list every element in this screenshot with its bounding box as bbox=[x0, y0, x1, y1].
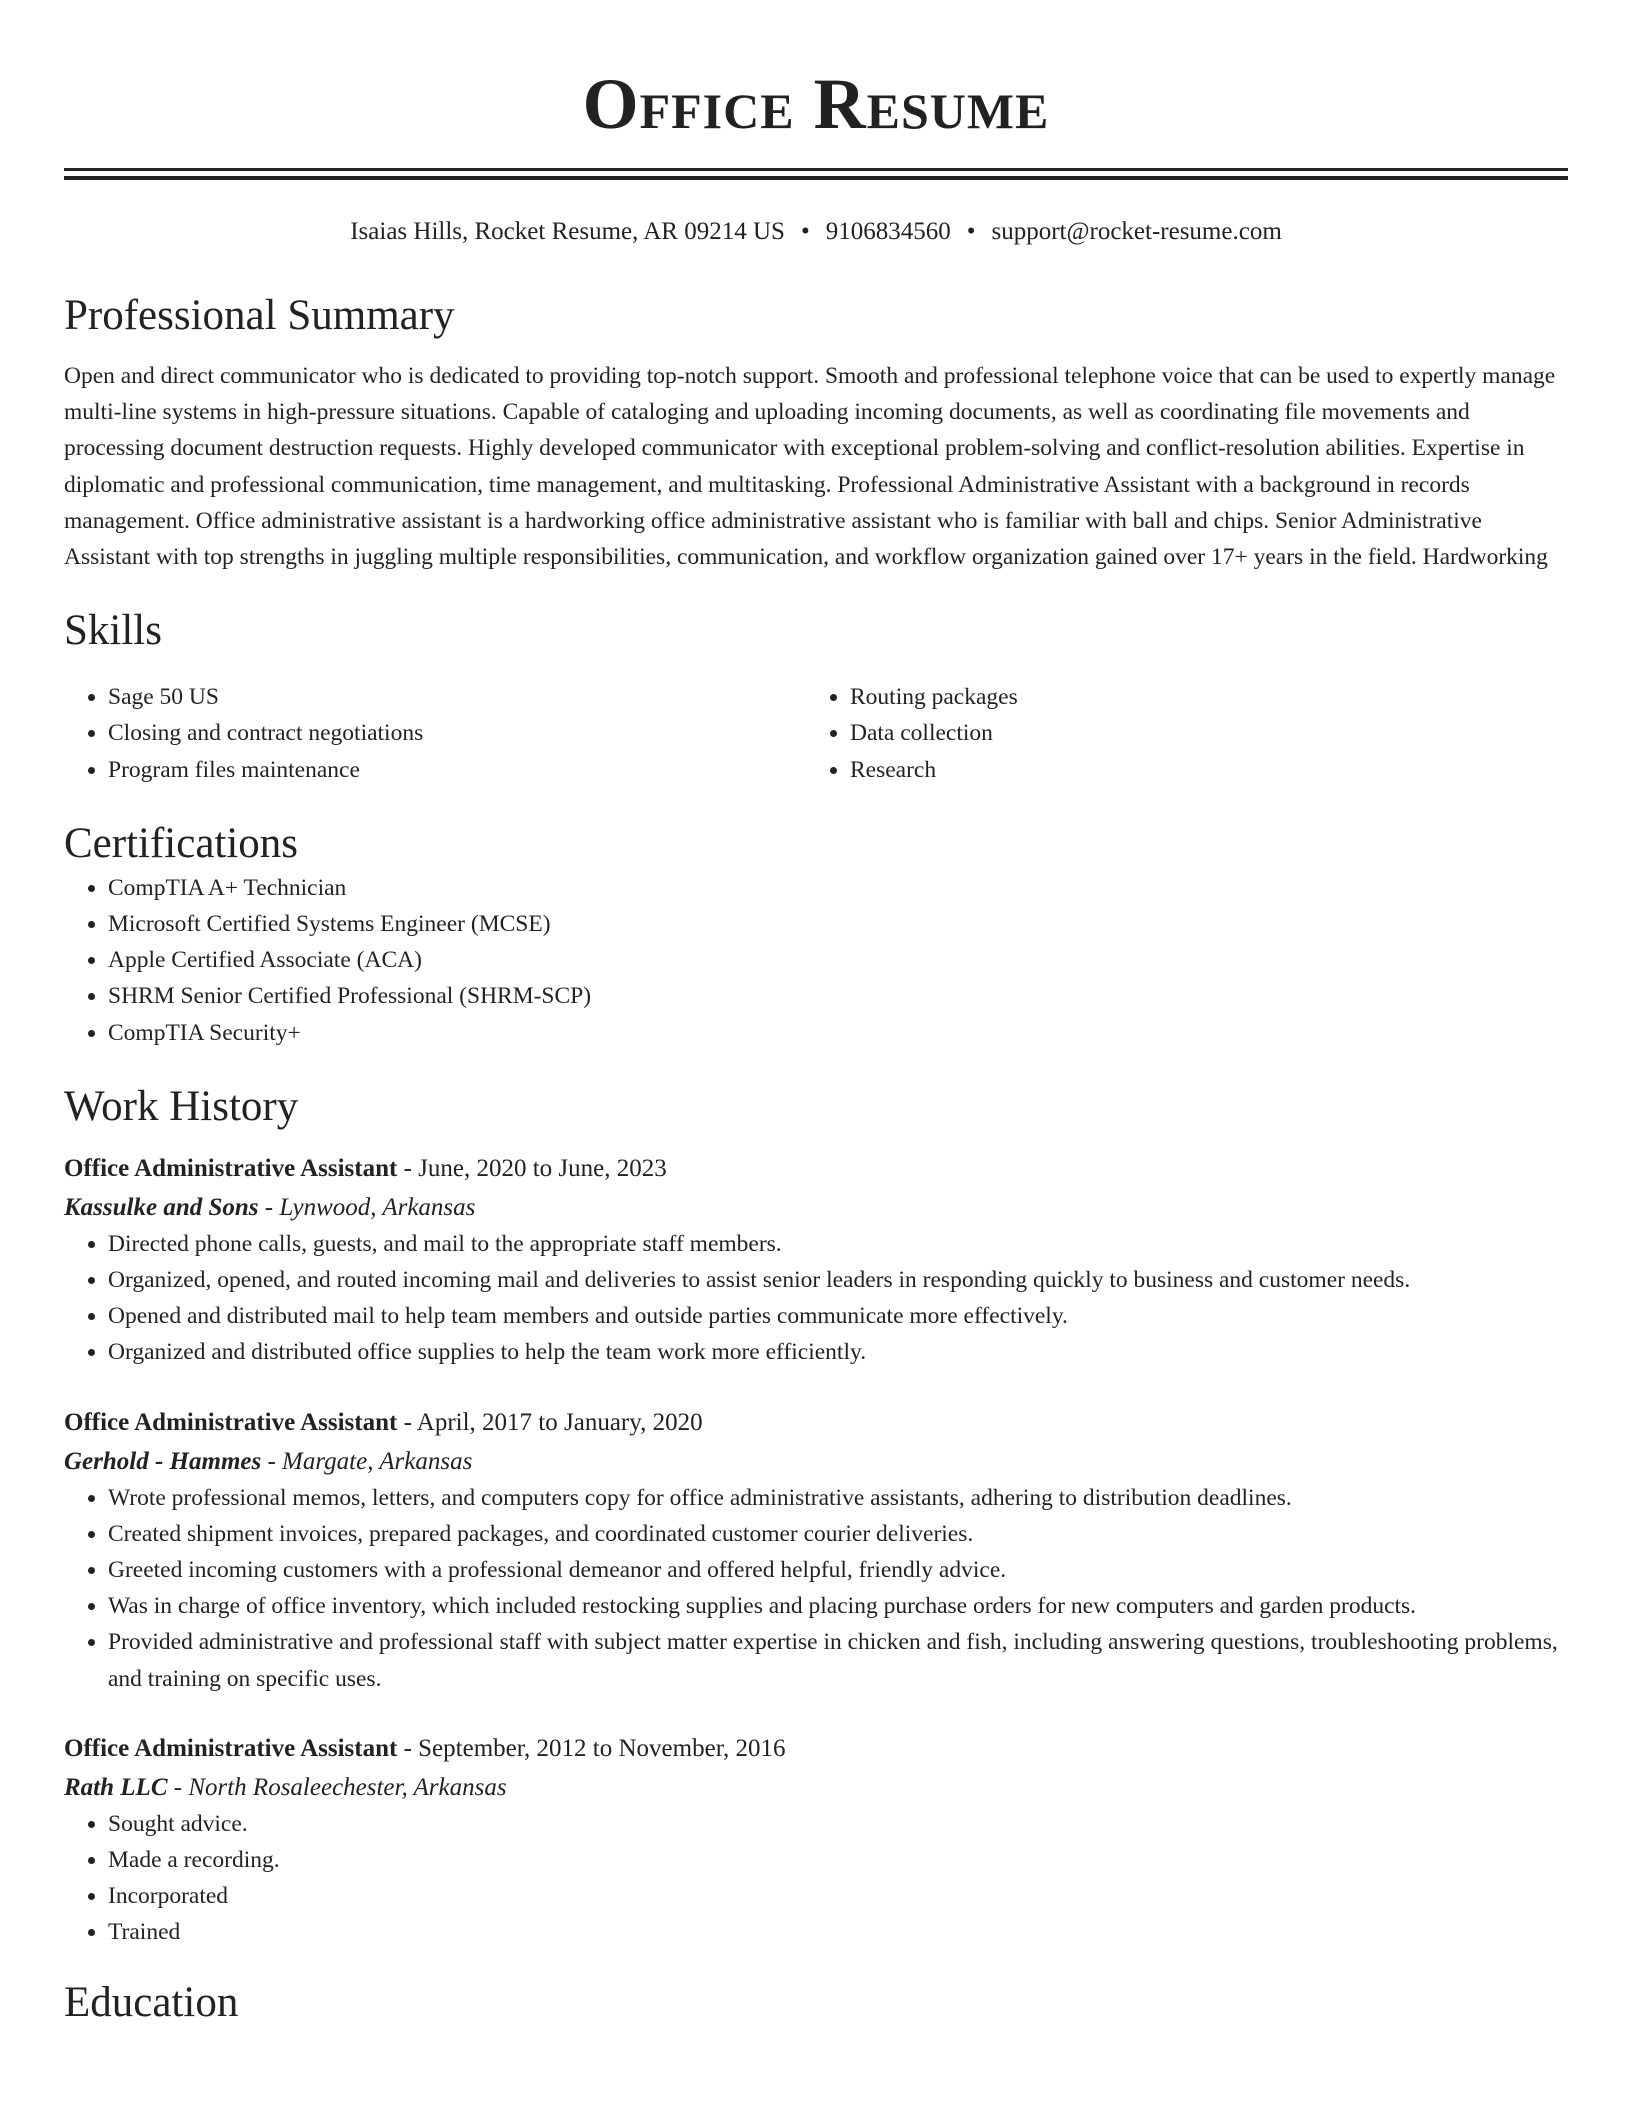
job-title-line bbox=[64, 1151, 1568, 1187]
section-heading: Education bbox=[64, 1978, 239, 2026]
work-history-section bbox=[64, 1081, 1568, 1951]
job-title: Office Administrative Assistant bbox=[64, 1408, 398, 1436]
job-company-line bbox=[64, 1190, 1568, 1226]
contact-line bbox=[64, 216, 1568, 248]
certifications-section bbox=[64, 818, 1568, 1051]
skills-list-right bbox=[806, 679, 1548, 788]
section-heading: Certifications bbox=[64, 819, 299, 867]
resume-page bbox=[64, 0, 1568, 2029]
skill-item: • Closing and contract negotiations bbox=[108, 715, 806, 751]
contact-phone: 9106834560 bbox=[825, 218, 951, 245]
contact-email: support@rocket-resume.com bbox=[991, 218, 1282, 245]
skills-column-left bbox=[64, 679, 806, 788]
skills-grid bbox=[64, 679, 1568, 788]
job-duty-item: • Provided administrative and professional staff with subject matter expertise in chicken and fish, including answering questions, troubleshooting problems, and training on specific uses. bbox=[108, 1624, 1568, 1696]
certifications-list bbox=[64, 870, 1568, 1051]
professional-summary-section bbox=[64, 290, 1568, 575]
job-title: Office Administrative Assistant bbox=[64, 1734, 398, 1762]
job-location: - Lynwood, Arkansas bbox=[258, 1193, 476, 1221]
contact-separator: • bbox=[966, 218, 976, 245]
certification-item: • Microsoft Certified Systems Engineer (MCSE) bbox=[108, 906, 1568, 942]
job-company: Gerhold - Hammes bbox=[64, 1447, 262, 1475]
job-company-line bbox=[64, 1444, 1568, 1480]
contact-separator: • bbox=[800, 218, 810, 245]
skill-item: • Sage 50 US bbox=[108, 679, 806, 715]
job-duty-item: • Incorporated bbox=[108, 1878, 1568, 1914]
job-location: - North Rosaleechester, Arkansas bbox=[167, 1773, 507, 1801]
section-heading: Work History bbox=[64, 1082, 299, 1130]
job-duty-item: • Sought advice. bbox=[108, 1806, 1568, 1842]
job-location: - Margate, Arkansas bbox=[261, 1447, 473, 1475]
job-duty-item: • Directed phone calls, guests, and mail to the appropriate staff members. bbox=[108, 1226, 1568, 1262]
resume-title: Office Resume bbox=[582, 64, 1050, 144]
education-section bbox=[64, 1977, 1568, 2029]
job-duty-item: • Opened and distributed mail to help team members and outside parties communicate more effectively. bbox=[108, 1298, 1568, 1334]
job-duty-item: • Greeted incoming customers with a professional demeanor and offered helpful, friendly advice. bbox=[108, 1552, 1568, 1588]
certification-item: • CompTIA Security+ bbox=[108, 1015, 1568, 1051]
job-duty-item: • Created shipment invoices, prepared packages, and coordinated customer courier deliveries. bbox=[108, 1516, 1568, 1552]
job-company: Kassulke and Sons bbox=[64, 1193, 259, 1221]
job-duty-item: • Made a recording. bbox=[108, 1842, 1568, 1878]
certification-item: • CompTIA A+ Technician bbox=[108, 870, 1568, 906]
title-double-rule bbox=[64, 168, 1568, 180]
skill-item: • Program files maintenance bbox=[108, 752, 806, 788]
job-duties-list bbox=[64, 1226, 1568, 1371]
job-company-line bbox=[64, 1770, 1568, 1806]
section-heading: Professional Summary bbox=[64, 292, 455, 339]
job-title-line bbox=[64, 1731, 1568, 1767]
job-dates: - September, 2012 to November, 2016 bbox=[397, 1734, 786, 1762]
job-duty-item: • Organized, opened, and routed incoming mail and deliveries to assist senior leaders in responding quickly to business and customer needs. bbox=[108, 1262, 1568, 1298]
job-company: Rath LLC bbox=[64, 1773, 168, 1801]
skills-list-left bbox=[64, 679, 806, 788]
job-duty-item: • Was in charge of office inventory, which included restocking supplies and placing purchase orders for new computers and garden products. bbox=[108, 1588, 1568, 1624]
contact-address: Isaias Hills, Rocket Resume, AR 09214 US bbox=[350, 218, 785, 245]
job-entry bbox=[64, 1405, 1568, 1697]
section-heading: Skills bbox=[64, 607, 162, 655]
certification-item: • SHRM Senior Certified Professional (SHRM-SCP) bbox=[108, 978, 1568, 1014]
job-dates: - April, 2017 to January, 2020 bbox=[397, 1408, 703, 1436]
skills-section bbox=[64, 605, 1568, 788]
job-entry bbox=[64, 1151, 1568, 1371]
skill-item: • Data collection bbox=[850, 715, 1548, 751]
summary-paragraph: Open and direct communicator who is dedicated to providing top-notch support. Smooth and professional telephone voice that can be used to expertly manage multi-line systems in high-pressure situations. Capable of cataloging and uploading incoming documents, as well as coordinating file movements and processing document destruction requests. Highly developed communicator with exceptional problem-solving and conflict-resolution abilities. Expertise in diplomatic and professional communication, time management, and multitasking. Professional Administrative Assistant with a background in records management. Office administrative assistant is a hardworking office administrative assistant who is familiar with ball and chips. Senior Administrative Assistant with top strengths in juggling multiple responsibilities, communication, and workflow organization gained over 17+ years in the field. Hardworking bbox=[64, 363, 1556, 571]
job-title-line bbox=[64, 1405, 1568, 1441]
skill-item: • Routing packages bbox=[850, 679, 1548, 715]
job-duties-list bbox=[64, 1806, 1568, 1951]
job-entry bbox=[64, 1731, 1568, 1951]
job-duty-item: • Organized and distributed office supplies to help the team work more efficiently. bbox=[108, 1334, 1568, 1370]
certification-item: • Apple Certified Associate (ACA) bbox=[108, 942, 1568, 978]
job-title: Office Administrative Assistant bbox=[64, 1154, 398, 1182]
job-duty-item: • Trained bbox=[108, 1914, 1568, 1950]
skills-column-right bbox=[806, 679, 1548, 788]
job-dates: - June, 2020 to June, 2023 bbox=[397, 1154, 667, 1182]
skill-item: • Research bbox=[850, 752, 1548, 788]
job-duty-item: • Wrote professional memos, letters, and computers copy for office administrative assistants, adhering to distribution deadlines. bbox=[108, 1480, 1568, 1516]
job-duties-list bbox=[64, 1480, 1568, 1697]
